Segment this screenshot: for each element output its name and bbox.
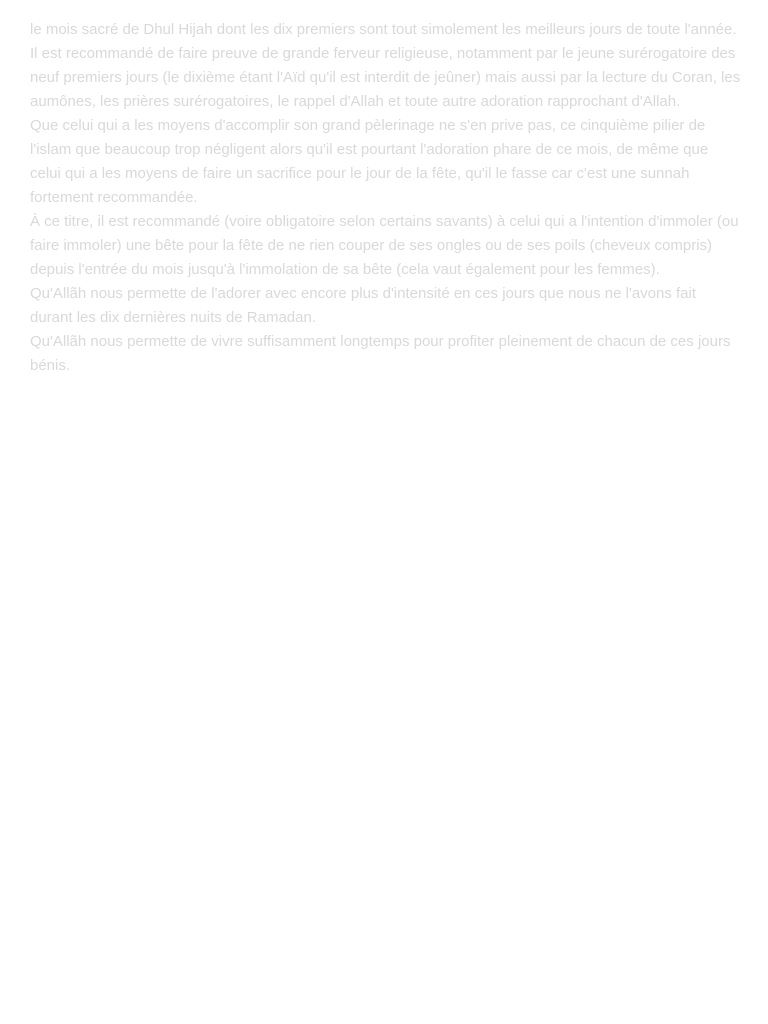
article-body: [30, 18, 742, 378]
paragraph: Il est recommandé de faire preuve de grande ferveur religieuse, notamment par le jeune surérogatoire des neuf premiers jours (le dixième étant l'Aïd qu'il est interdit de jeûner) mais aussi par la lecture du Coran, les aumônes, les prières surérogatoires, le rappel d'Allah et toute autre adoration rapprochant d'Allah.: [30, 45, 741, 110]
paragraph: À ce titre, il est recommandé (voire obligatoire selon certains savants) à celui qui a l'intention d'immoler (ou faire immoler) une bête pour la fête de ne rien couper de ses ongles ou de ses poils (cheveux compris) depuis l'entrée du mois jusqu'à l'immolation de sa bête (cela vaut également pour les femmes).: [30, 213, 739, 278]
paragraph: le mois sacré de Dhul Hijah dont les dix premiers sont tout simolement les meilleurs jours de toute l'année.: [30, 21, 737, 38]
paragraph: Qu'Allãh nous permette de l'adorer avec encore plus d'intensité en ces jours que nous ne l'avons fait durant les dix dernières nuits de Ramadan.: [30, 285, 697, 326]
paragraph: Qu'Allãh nous permette de vivre suffisamment longtemps pour profiter pleinement de chacun de ces jours bénis.: [30, 333, 731, 374]
paragraph: Que celui qui a les moyens d'accomplir son grand pèlerinage ne s'en prive pas, ce cinquième pilier de l'islam que beaucoup trop négligent alors qu'il est pourtant l'adoration phare de ce mois, de même que celui qui a les moyens de faire un sacrifice pour le jour de la fête, qu'il le fasse car c'est une sunnah fortement recommandée.: [30, 117, 709, 206]
